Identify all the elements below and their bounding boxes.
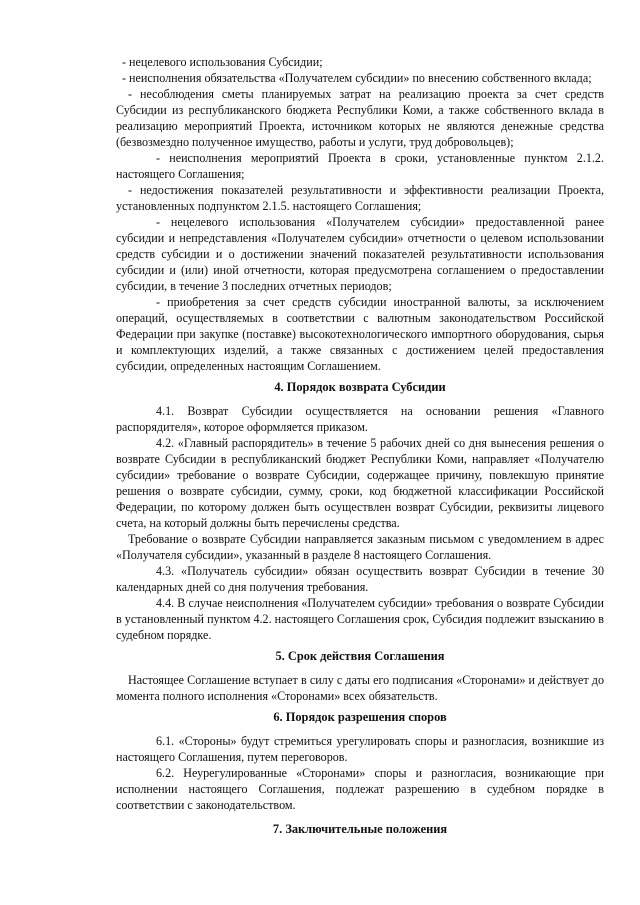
paragraph: Настоящее Соглашение вступает в силу с даты его подписания «Сторонами» и действует до момента полного исполнения «Сторонами» всех обязательств. bbox=[116, 673, 604, 703]
paragraph: 4.2. «Главный распорядитель» в течение 5 рабочих дней со дня вынесения решения о возврате Субсидии в республиканский бюджет Республики Коми, направляет «Получателю субсидии» требование о возврате Субсидии, содержащее причину, повлекшую принятие решения о возврате субсидии, сумму, сроки, код бюджетной классификации Российской Федерации, по которому должен быть осуществлен возврат Субсидии, реквизиты лицевого счета, на который должны быть перечислены средства. bbox=[116, 436, 604, 530]
document-body bbox=[116, 54, 604, 837]
paragraph: 6.1. «Стороны» будут стремиться урегулировать споры и разногласия, возникшие из настоящего Соглашения, путем переговоров. bbox=[116, 734, 604, 764]
paragraph: 4.4. В случае неисполнения «Получателем субсидии» требования о возврате Субсидии в установленный пунктом 4.2. настоящего Соглашения срок, Субсидия подлежит взысканию в судебном порядке. bbox=[116, 596, 604, 642]
paragraph: - нецелевого использования Субсидии; bbox=[122, 55, 323, 69]
paragraph: 4.3. «Получатель субсидии» обязан осуществить возврат Субсидии в течение 30 календарных дней со дня получения требования. bbox=[116, 564, 604, 594]
section-heading: 4. Порядок возврата Субсидии bbox=[274, 380, 446, 394]
paragraph: - нецелевого использования «Получателем субсидии» предоставленной ранее субсидии и непредставления «Получателем субсидии» отчетности о целевом использовании средств субсидии и о достижении значений показателей результативности использования субсидии и (или) иной отчетности, которая предусмотрена соглашением о предоставлении субсидии, в течение 3 последних отчетных периодов; bbox=[116, 215, 604, 293]
paragraph: 4.1. Возврат Субсидии осуществляется на основании решения «Главного распорядителя», которое оформляется приказом. bbox=[116, 404, 604, 434]
paragraph: - неисполнения мероприятий Проекта в сроки, установленные пунктом 2.1.2. настоящего Соглашения; bbox=[116, 151, 604, 181]
paragraph: - приобретения за счет средств субсидии иностранной валюты, за исключением операций, осуществляемых в соответствии с валютным законодательством Российской Федерации при закупке (поставке) высокотехнологического импортного оборудования, сырья и комплектующих изделий, а также связанных с достижением целей предоставления субсидии, определенных настоящим Соглашением. bbox=[116, 295, 604, 373]
paragraph: Требование о возврате Субсидии направляется заказным письмом с уведомлением в адрес «Получателя субсидии», указанный в разделе 8 настоящего Соглашения. bbox=[116, 532, 604, 562]
paragraph: - несоблюдения сметы планируемых затрат на реализацию проекта за счет средств Субсидии из республиканского бюджета Республики Коми, а также собственного вклада в реализацию мероприятий Проекта, источником которых не являются денежные средства (безвозмездно полученное имущество, работы и услуги, труд добровольцев); bbox=[116, 87, 604, 149]
paragraph: 6.2. Неурегулированные «Сторонами» споры и разногласия, возникающие при исполнении настоящего Соглашения, подлежат разрешению в судебном порядке в соответствии с законодательством. bbox=[116, 766, 604, 812]
paragraph: - недостижения показателей результативности и эффективности реализации Проекта, установленных подпунктом 2.1.5. настоящего Соглашения; bbox=[116, 183, 604, 213]
section-heading: 5. Срок действия Соглашения bbox=[275, 649, 445, 663]
paragraph: - неисполнения обязательства «Получателем субсидии» по внесению собственного вклада; bbox=[122, 71, 592, 85]
section-heading: 7. Заключительные положения bbox=[272, 822, 448, 836]
section-heading: 6. Порядок разрешения споров bbox=[273, 710, 447, 724]
